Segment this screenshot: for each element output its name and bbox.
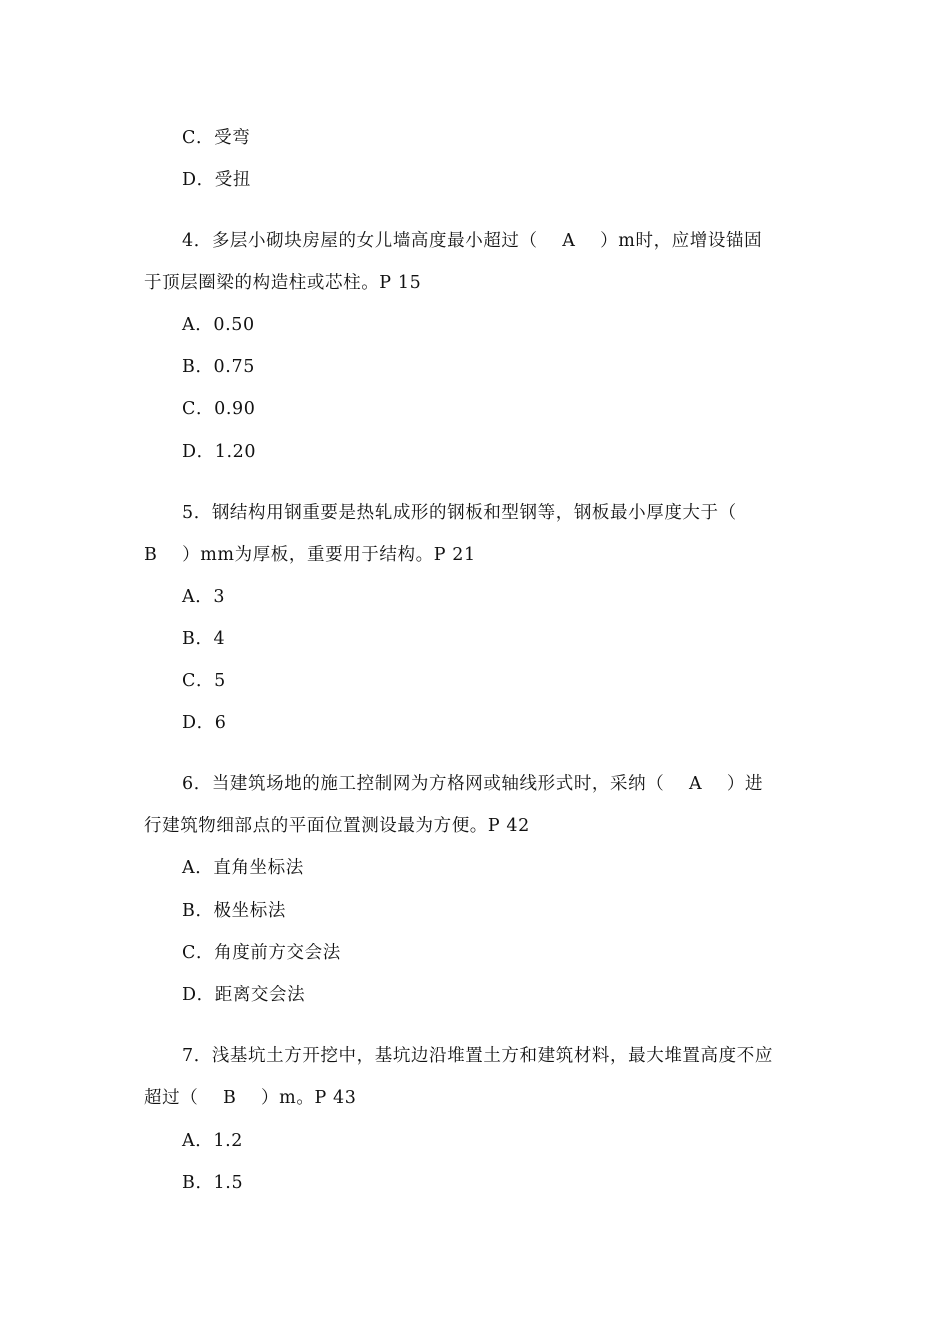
question-4-text: 4．多层小砌块房屋的女儿墙高度最小超过（ A ）m时，应增设锚固 [182,231,763,251]
question-5-option-b: B．4 [182,629,226,649]
question-4-option-a: A．0.50 [182,315,255,335]
question-4-option-b: B．0.75 [182,357,255,377]
question-5-option-a: A．3 [182,587,226,607]
question-6-text-cont: 行建筑物细部点的平面位置测设最为方便。P 42 [144,816,530,836]
question-7-text: 7．浅基坑土方开挖中，基坑边沿堆置土方和建筑材料，最大堆置高度不应 [182,1046,773,1066]
question-7-option-a: A．1.2 [182,1131,243,1151]
option-c: C．受弯 [182,128,251,148]
question-5-option-c: C．5 [182,671,226,691]
question-7-text-cont: 超过（ B ）m。P 43 [144,1088,357,1108]
question-6-option-a: A．直角坐标法 [182,858,304,878]
question-7-option-b: B．1.5 [182,1173,244,1193]
question-6-text: 6．当建筑场地的施工控制网为方格网或轴线形式时，采纳（ A ）进 [182,774,764,794]
question-5-option-d: D．6 [182,713,227,733]
question-4-option-d: D．1.20 [182,442,257,462]
question-6-option-b: B．极坐标法 [182,901,286,921]
question-5-text-cont: B ）mm为厚板，重要用于结构。P 21 [144,545,476,565]
question-5-text: 5．钢结构用钢重要是热轧成形的钢板和型钢等，钢板最小厚度大于（ [182,503,737,523]
question-4-option-c: C．0.90 [182,399,256,419]
option-d: D．受扭 [182,170,251,190]
question-4-text-cont: 于顶层圈梁的构造柱或芯柱。P 15 [144,273,422,293]
question-6-option-c: C．角度前方交会法 [182,943,341,963]
question-6-option-d: D．距离交会法 [182,985,306,1005]
